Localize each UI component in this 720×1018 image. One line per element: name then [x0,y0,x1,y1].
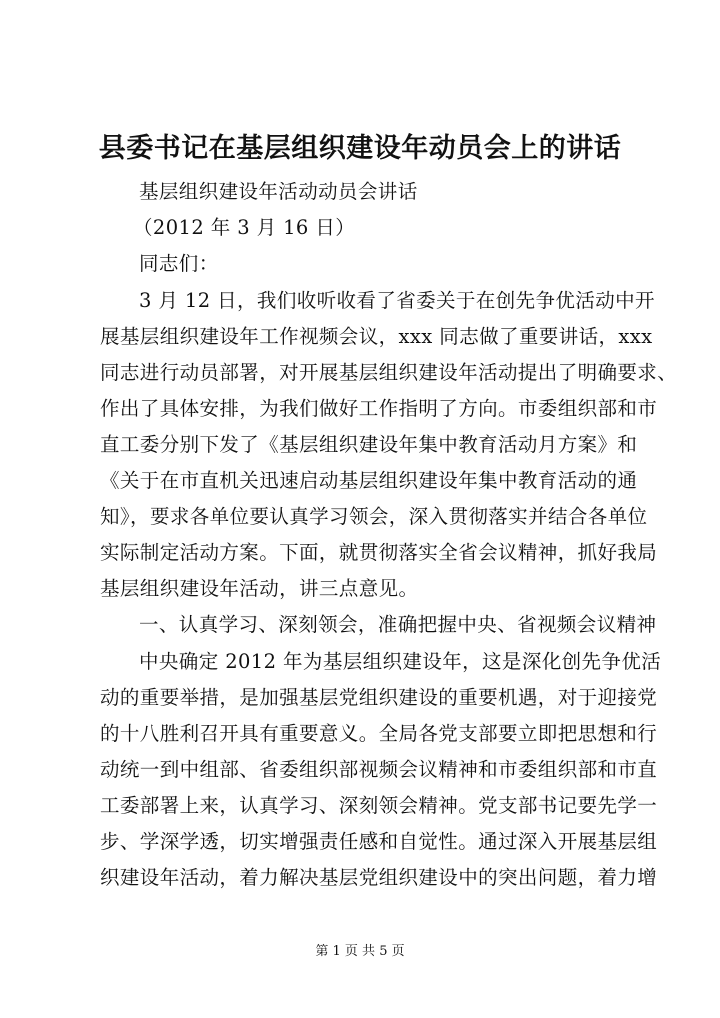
para1-line: 同志进行动员部署，对开展基层组织建设年活动提出了明确要求、 [100,361,678,384]
para2-line: 的十八胜利召开具有重要意义。全局各党支部要立即把思想和行 [100,722,658,745]
para2-line: 中央确定 2012 年为基层组织建设年，这是深化创先争优活 [139,650,662,673]
para1-line: 展基层组织建设年工作视频会议，xxx 同志做了重要讲话，xxx [100,325,653,348]
para1-line: 实际制定活动方案。下面，就贯彻落实全省会议精神，抓好我局 [100,541,658,564]
para2-line: 动统一到中组部、省委组织部视频会议精神和市委组织部和市直 [100,758,658,781]
para1-line: 作出了具体安排，为我们做好工作指明了方向。市委组织部和市 [100,397,658,420]
para1-line: 基层组织建设年活动，讲三点意见。 [100,577,419,600]
para2-line: 织建设年活动，着力解决基层党组织建设中的突出问题，着力增 [100,866,658,889]
section-heading: 一、认真学习、深刻领会，准确把握中央、省视频会议精神 [139,613,657,636]
speech-date: （2012 年 3 月 16 日） [133,216,356,239]
document-title: 县委书记在基层组织建设年动员会上的讲话 [98,133,622,164]
subtitle: 基层组织建设年活动动员会讲话 [139,180,418,203]
para2-line: 步、学深学透，切实增强责任感和自觉性。通过深入开展基层组 [100,830,658,853]
salutation: 同志们： [139,252,219,275]
para2-line: 动的重要举措，是加强基层党组织建设的重要机遇，对于迎接党 [100,686,658,709]
para1-line: 知》，要求各单位要认真学习领会，深入贯彻落实并结合各单位 [100,505,648,528]
para2-line: 工委部署上来，认真学习、深刻领会精神。党支部书记要先学一 [100,794,658,817]
para1-line: 《关于在市直机关迅速启动基层组织建设年集中教育活动的通 [100,469,638,492]
para1-line: 3 月 12 日，我们收听收看了省委关于在创先争优活动中开 [139,289,655,312]
para1-line: 直工委分别下发了《基层组织建设年集中教育活动月方案》和 [100,433,638,456]
page-number: 第 1 页 共 5 页 [315,944,405,959]
